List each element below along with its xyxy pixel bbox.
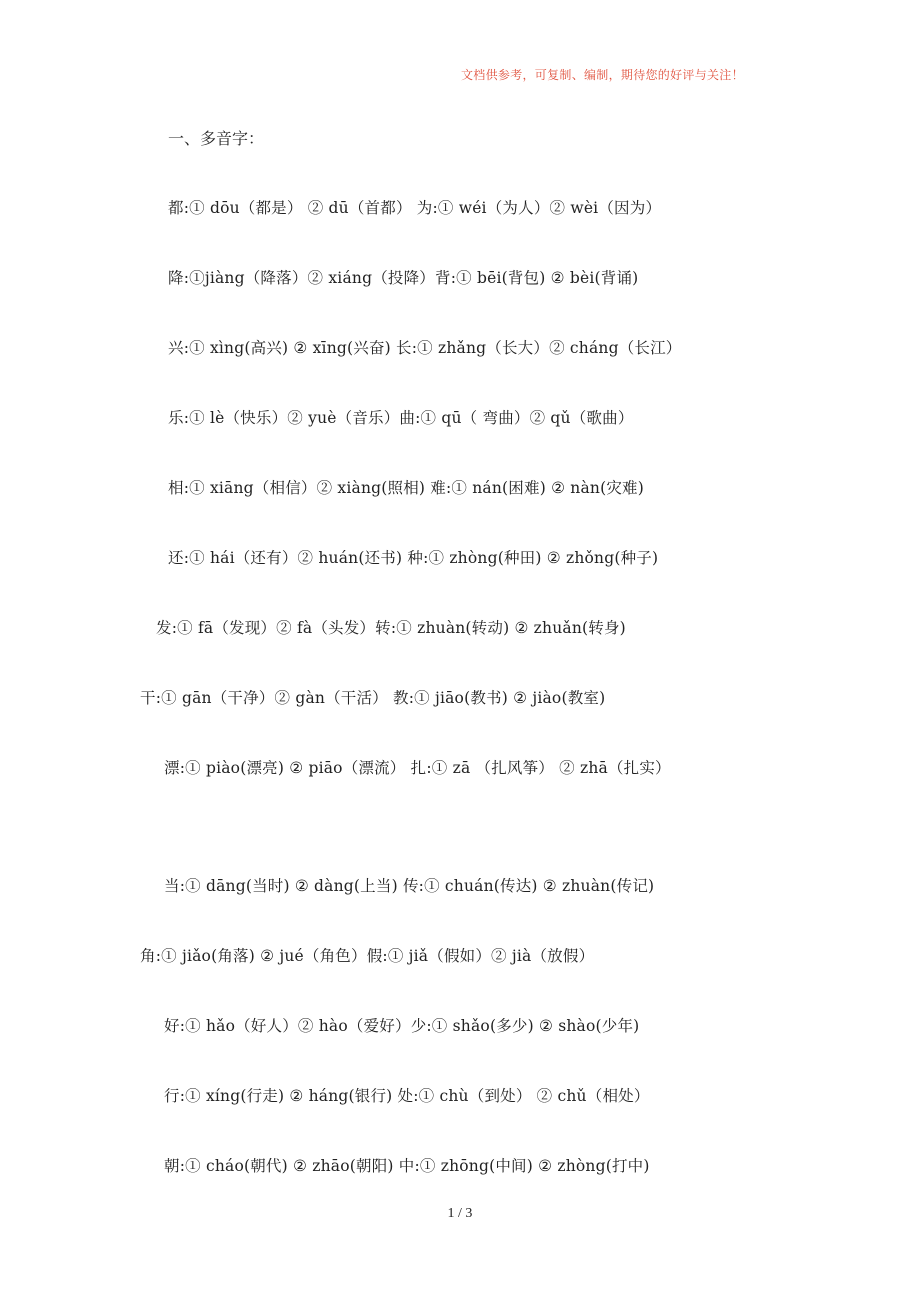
polyphone-line: 都:① dōu（都是） ② dū（首都） 为:① wéi（为人）② wèi（因为） xyxy=(168,199,662,217)
polyphone-line: 角:① jiǎo(角落) ② jué（角色）假:① jiǎ（假如）② jià（放假） xyxy=(140,947,595,965)
polyphone-line: 发:① fā（发现）② fà（头发）转:① zhuàn(转动) ② zhuǎn(转身) xyxy=(156,619,626,637)
header-note: 文档供参考，可复制、编制，期待您的好评与关注！ xyxy=(461,68,744,82)
polyphone-line: 行:① xíng(行走) ② háng(银行) 处:① chù（到处） ② chǔ（相处） xyxy=(164,1087,650,1105)
page-number: 1 / 3 xyxy=(447,1206,473,1221)
polyphone-line: 朝:① cháo(朝代) ② zhāo(朝阳) 中:① zhōng(中间) ② zhòng(打中) xyxy=(164,1157,650,1175)
polyphone-line: 降:①jiàng（降落）② xiáng（投降）背:① bēi(背包) ② bèi(背诵) xyxy=(168,269,639,287)
polyphone-line: 干:① gān（干净）② gàn（干活） 教:① jiāo(教书) ② jiào(教室) xyxy=(140,689,606,707)
polyphone-line: 当:① dāng(当时) ② dàng(上当) 传:① chuán(传达) ② zhuàn(传记) xyxy=(164,877,655,895)
polyphone-line: 兴:① xìng(高兴) ② xīng(兴奋) 长:① zhǎng（长大）② cháng（长江） xyxy=(168,339,682,357)
polyphone-line: 相:① xiāng（相信）② xiàng(照相) 难:① nán(困难) ② nàn(灾难) xyxy=(168,479,644,497)
polyphone-line: 还:① hái（还有）② huán(还书) 种:① zhòng(种田) ② zhǒng(种子) xyxy=(168,549,659,567)
polyphone-line: 漂:① piào(漂亮) ② piāo（漂流） 扎:① zā （扎风筝） ② zhā（扎实） xyxy=(164,759,671,777)
polyphone-line: 乐:① lè（快乐）② yuè（音乐）曲:① qū（ 弯曲）② qǔ（歌曲） xyxy=(168,409,634,427)
section-title: 一、多音字： xyxy=(168,129,265,148)
polyphone-line: 好:① hǎo（好人）② hào（爱好）少:① shǎo(多少) ② shào(少年) xyxy=(164,1017,640,1035)
